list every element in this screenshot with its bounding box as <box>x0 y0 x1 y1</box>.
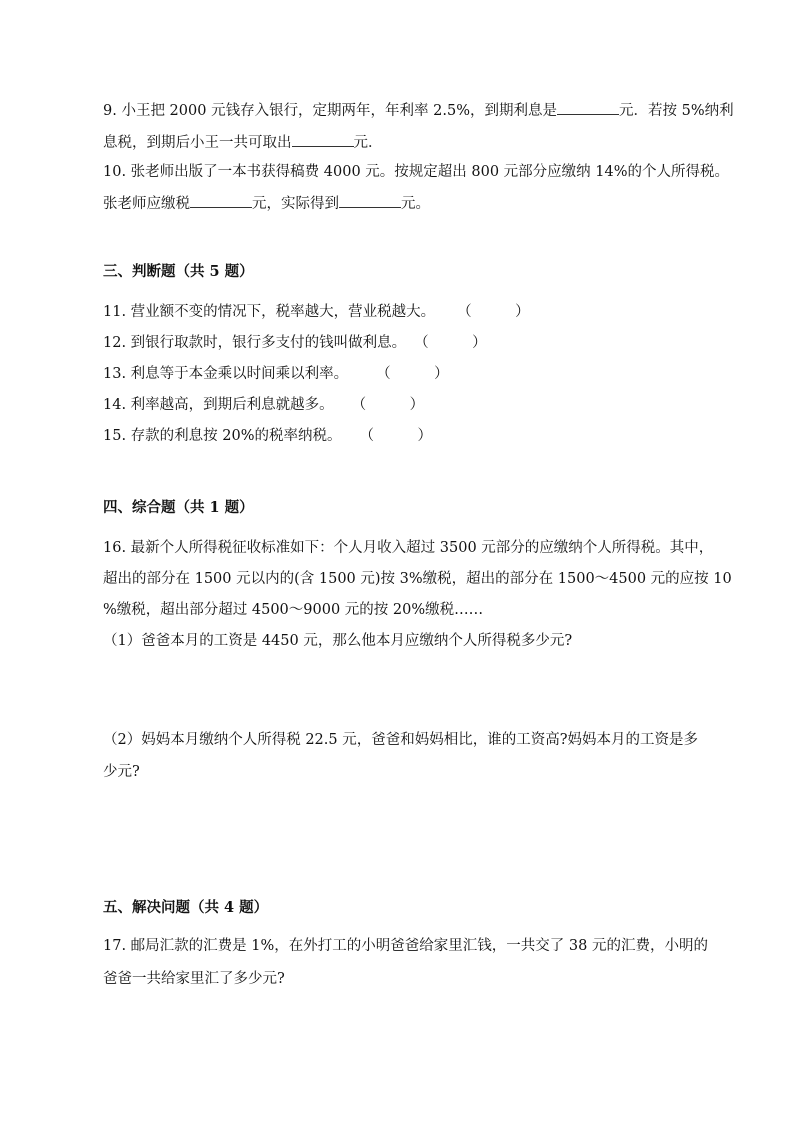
item-text: 13. 利息等于本金乘以时间乘以利率。 <box>103 366 349 382</box>
list-item <box>103 390 703 421</box>
list-item <box>103 328 703 359</box>
answer-blank[interactable] <box>339 193 401 208</box>
q16-text: %缴税，超出部分超过 4500～9000 元的按 20%缴税…… <box>103 602 484 618</box>
q16-sub1: （1）爸爸本月的工资是 4450 元，那么他本月应缴纳个人所得税多少元? <box>103 633 573 649</box>
answer-parens[interactable]: （ ） <box>414 335 487 351</box>
question-17 <box>103 930 708 996</box>
judgment-list <box>103 297 703 452</box>
q9-text: 元．若按 5%纳利 <box>619 103 734 119</box>
q16-text: 超出的部分在 1500 元以内的(含 1500 元)按 3%缴税，超出的部分在 1500～4500 元的应按 10 <box>103 571 732 587</box>
q17-text: 爸爸一共给家里汇了多少元? <box>103 971 285 987</box>
question-16 <box>103 533 732 657</box>
q9-text: 9. 小王把 2000 元钱存入银行，定期两年，年利率 2.5%，到期利息是 <box>103 103 558 119</box>
question-10 <box>103 156 730 220</box>
answer-parens[interactable]: （ ） <box>359 428 433 444</box>
list-item <box>103 297 703 328</box>
item-text: 14. 利率越高，到期后利息就越多。 <box>103 397 334 413</box>
q10-text: 元。 <box>401 196 430 212</box>
q9-text: 息税，到期后小王一共可取出 <box>103 135 292 151</box>
q16-sub2-text: 少元? <box>103 764 140 780</box>
item-text: 11. 营业额不变的情况下，税率越大，营业税越大。 <box>103 304 436 320</box>
question-16-sub2 <box>103 724 703 788</box>
section-heading: 四、综合题（共 1 题） <box>103 499 254 516</box>
q10-text: 张老师应缴税 <box>103 196 190 212</box>
answer-blank[interactable] <box>557 100 619 115</box>
item-text: 12. 到银行取款时，银行多支付的钱叫做利息。 <box>103 335 407 351</box>
answer-blank[interactable] <box>190 193 252 208</box>
section-heading: 三、判断题（共 5 题） <box>103 263 254 280</box>
list-item <box>103 359 703 390</box>
q16-sub2-text: （2）妈妈本月缴纳个人所得税 22.5 元，爸爸和妈妈相比，谁的工资高?妈妈本月的工资是多 <box>103 732 698 748</box>
q16-text: 16. 最新个人所得税征收标准如下：个人月收入超过 3500 元部分的应缴纳个人所得税。其中， <box>103 540 714 556</box>
answer-parens[interactable]: （ ） <box>351 397 425 413</box>
answer-parens[interactable]: （ ） <box>376 366 449 382</box>
answer-blank[interactable] <box>292 132 354 147</box>
list-item <box>103 421 703 452</box>
section-heading: 五、解决问题（共 4 题） <box>103 899 269 916</box>
q10-text: 元，实际得到 <box>252 196 339 212</box>
item-text: 15. 存款的利息按 20%的税率纳税。 <box>103 428 342 444</box>
question-9 <box>103 95 734 159</box>
q9-text: 元． <box>353 135 383 151</box>
q10-text: 10. 张老师出版了一本书获得稿费 4000 元。按规定超出 800 元部分应缴纳 14%的个人所得税。 <box>103 164 730 180</box>
q17-text: 17. 邮局汇款的汇费是 1%，在外打工的小明爸爸给家里汇钱，一共交了 38 元的汇费，小明的 <box>103 938 708 954</box>
answer-parens[interactable]: （ ） <box>457 304 530 320</box>
